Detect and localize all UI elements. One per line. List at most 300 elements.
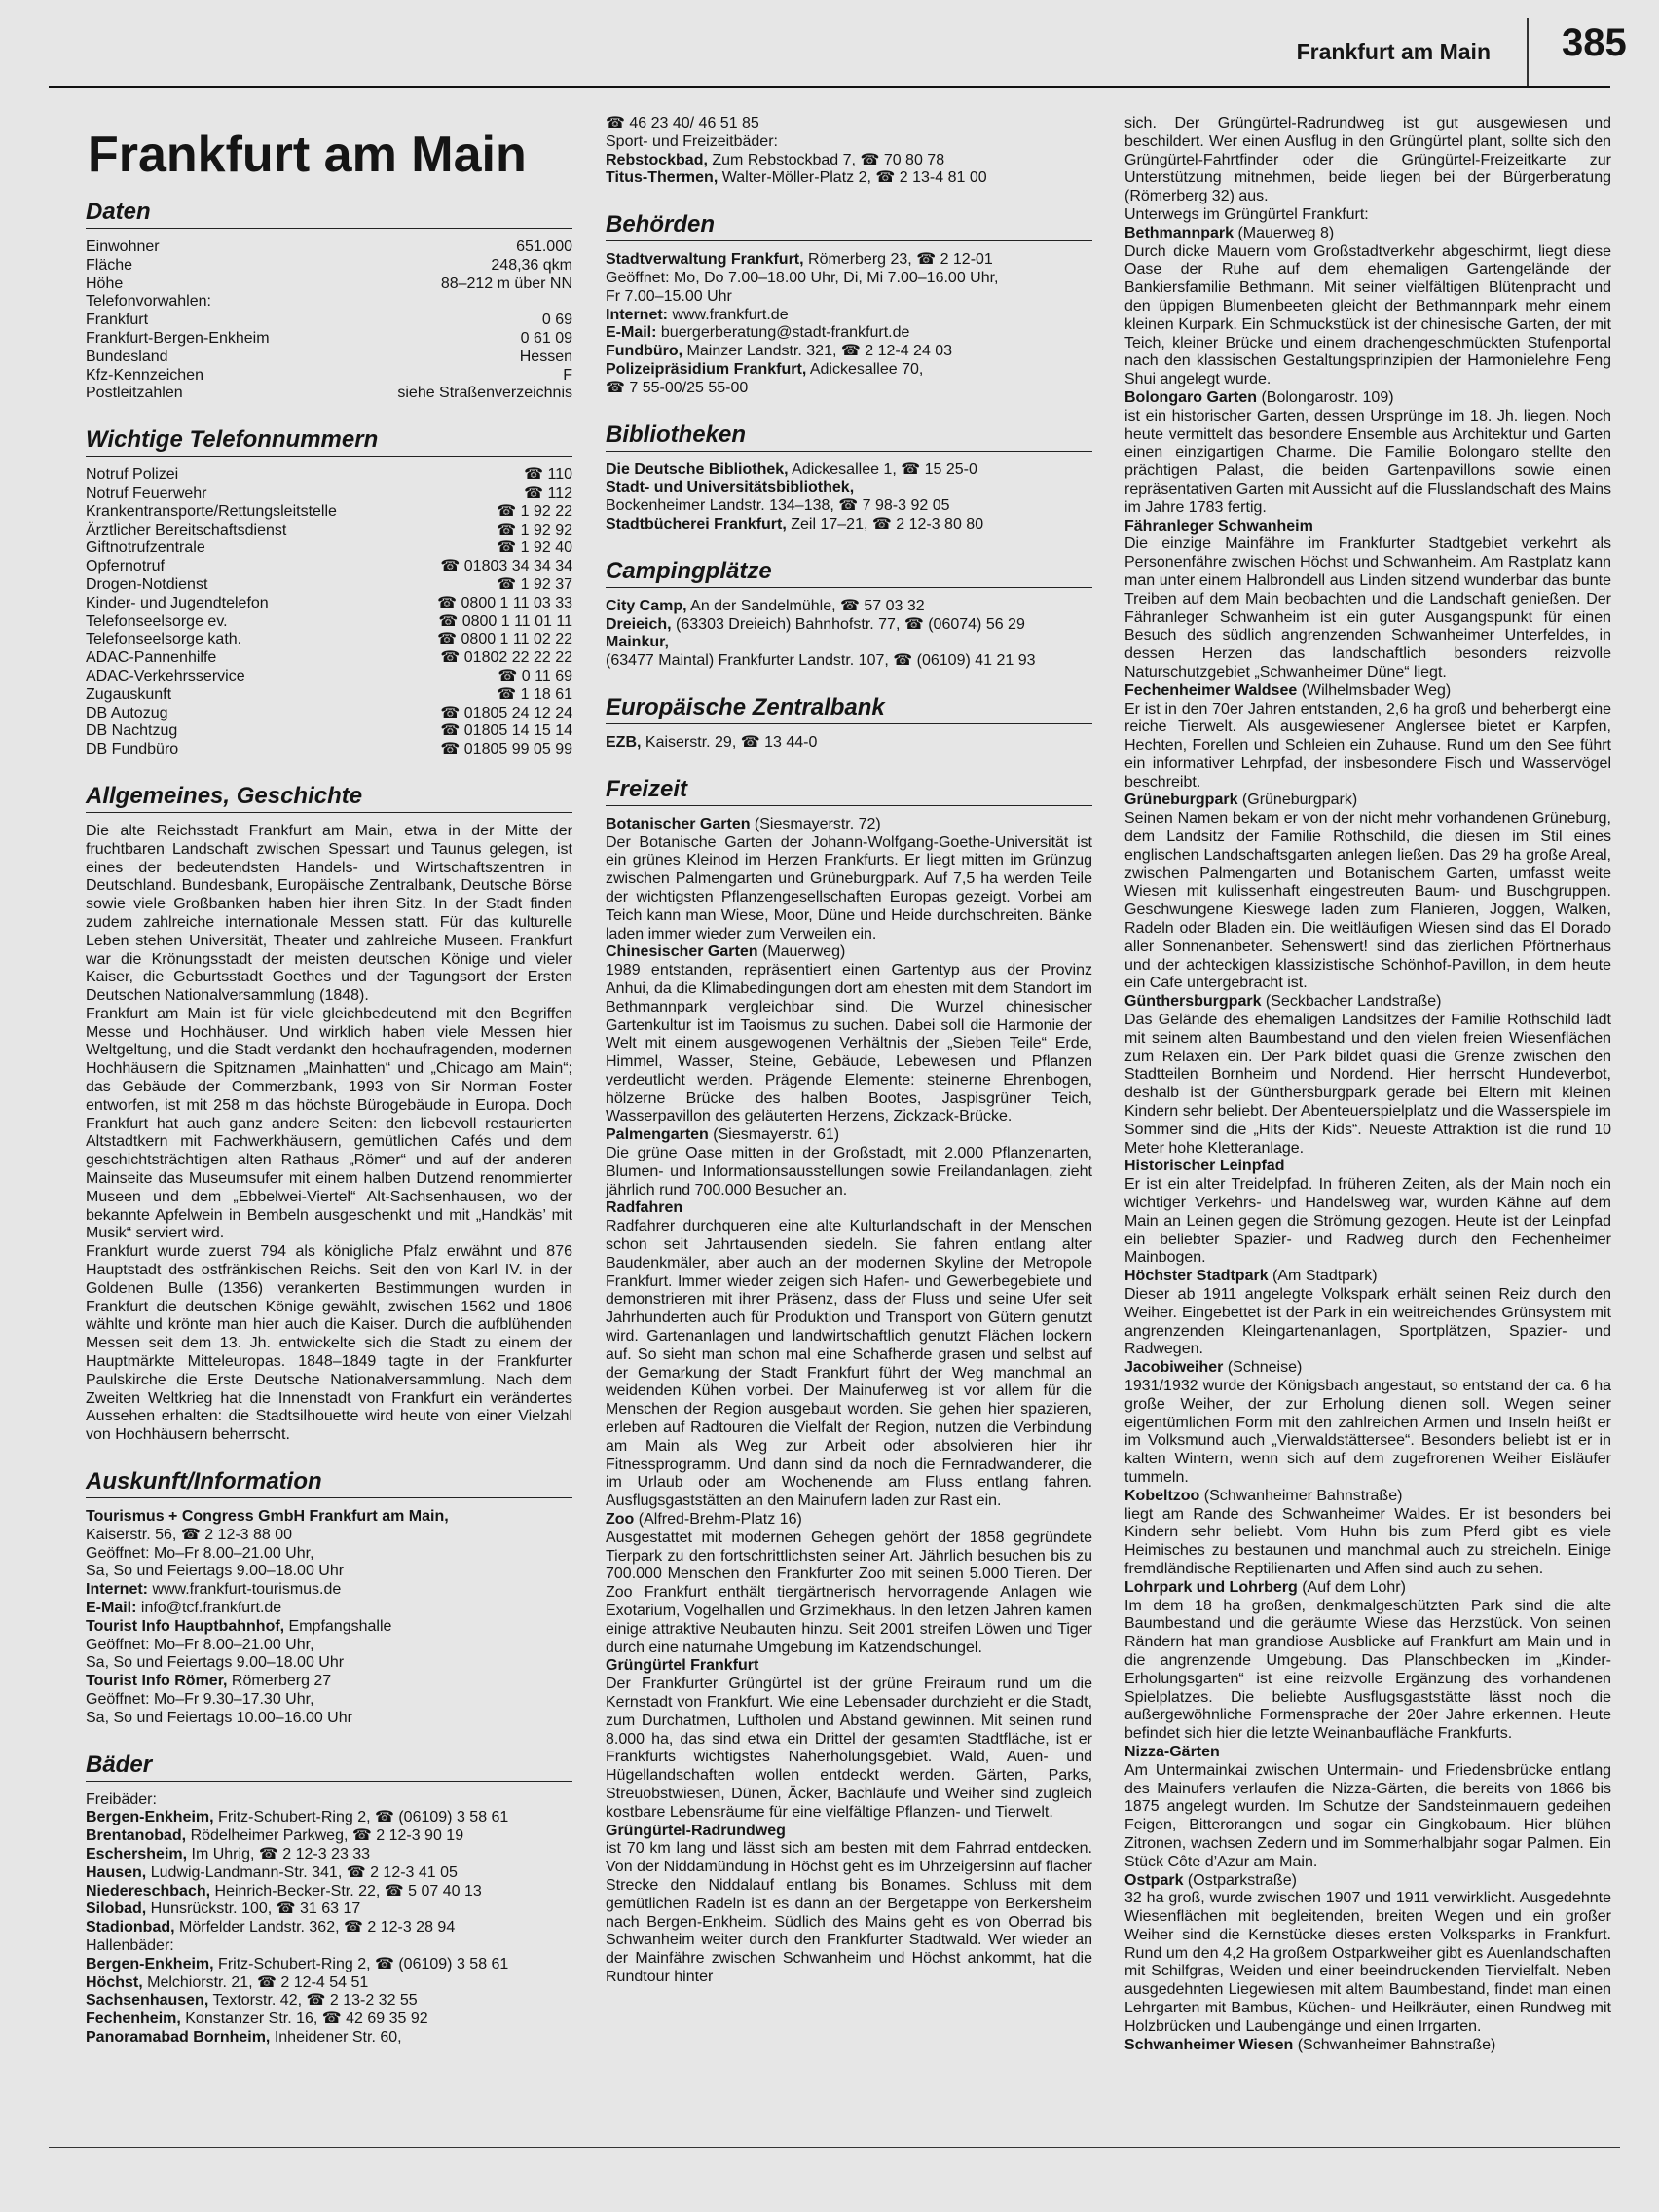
entry-name: Silobad, [86, 1900, 147, 1918]
info-value: siehe Straßenverzeichnis [397, 385, 572, 402]
entry-heading [1124, 389, 1611, 408]
info-row [86, 276, 572, 294]
info-value: ☎ 0800 1 11 01 11 [438, 612, 572, 630]
entry-name: E-Mail: [606, 324, 657, 342]
info-label: Drogen-Notdienst [86, 575, 208, 593]
entry-name: Stadtbücherei Frankfurt, [606, 515, 787, 533]
entry-heading [1124, 1744, 1611, 1762]
entry-text: Der Botanische Garten der Johann-Wolfgang-Goethe-Universität ist ein grünes Kleinod im Herzen Frankfurts. Er liegt mitten im Grünzug zwischen Palmengarten und Grüneburgpark. Auf 7,5 ha werden Teile der wichtigsten Pflanzengesellschaften Europas gezeigt. Vorbei am Teich kann man Wiese, Moor, Düne und Heide durchschreiten. Bänke laden immer wieder zum Verweilen ein. [606, 833, 1092, 942]
entry-detail: ☎ 46 23 40/ 46 51 85 [606, 115, 759, 131]
running-title: Frankfurt am Main [1296, 39, 1491, 64]
section-heading-daten: Daten [86, 199, 572, 229]
info-row [86, 649, 572, 668]
address-line [86, 1710, 572, 1728]
section-heading-auskunft: Auskunft/Information [86, 1468, 572, 1498]
entry-heading [1124, 2037, 1611, 2055]
section-heading-camping: Campingplätze [606, 558, 1092, 588]
address-line [86, 1527, 572, 1545]
entry-text: 32 ha groß, wurde zwischen 1907 und 1911 verwirklicht. Ausgedehnte Wiesenflächen mit begleitenden, breiten Wegen und ein großer Weiher sind die Kernstücke dieses ersten Volksparks in Frankfurt. Rund um den 4,2 Ha großem Ostparkweiher gibt es Auenlandschaften mit Schilfgras, Weiden und einer beeindruckenden Tiervielfalt. Neben ausgedehnten Liegewiesen mit altem Baumbestand, findet man einen Lehrgarten mit Bambus, Küchen- und Heilkräuter, einen Rundweg mit Holzbrücken und Laubengänge und einen Irrgarten. [1124, 1890, 1611, 2035]
entry-detail: (63303 Dreieich) Bahnhofstr. 77, ☎ (06074) 56 29 [671, 615, 1025, 633]
park-list [1124, 225, 1611, 2055]
address-line [606, 734, 1092, 753]
info-label: Notruf Polizei [86, 466, 179, 484]
column-left [86, 117, 572, 2047]
entry-name: Die Deutsche Bibliothek, [606, 461, 789, 478]
entry-name: Titus-Thermen, [606, 169, 719, 187]
ezb-list [606, 734, 1092, 753]
address-line [606, 498, 1092, 516]
entry-name: Historischer Leinpfad [1124, 1158, 1285, 1175]
info-row [86, 257, 572, 276]
address-line [86, 1864, 572, 1883]
entry-detail: Kaiserstr. 29, ☎ 13 44-0 [641, 733, 818, 751]
entry-address: (Mauerweg) [757, 943, 846, 961]
header-divider [1527, 18, 1529, 88]
address-line [86, 2029, 572, 2047]
history-paragraph: Frankfurt wurde zuerst 794 als königliche Pfalz erwähnt und 876 Hauptstadt des ostfränkischen Reichs. Seit den von Karl IV. in der Goldenen Bulle (1356) verankerten Bestimmungen wurden in Frankfurt die deutschen Könige gewählt, zwischen 1562 und 1806 wählte und krönte man hier auch die Kaiser. Durch die aufblühenden Messen seit dem 13. Jh. entwickelte sich die Stadt zu einem der Hauptmärkte Mitteleuropas. 1848–1849 tagte in der Frankfurter Paulskirche die Erste Deutsche Nationalversammlung. Nach dem Zweiten Weltkrieg hat die Innenstadt von Frankfurt ein verändertes Aussehen erhalten: die Stadtsilhouette wird heute von einer Vielzahl von Hochhäusern beherrscht. [86, 1243, 572, 1444]
info-row [86, 705, 572, 723]
entry-heading [606, 1199, 1092, 1218]
info-row [86, 239, 572, 257]
baeder-continuation [606, 115, 1092, 188]
address-line [86, 1900, 572, 1919]
info-value: ☎ 01805 24 12 24 [440, 704, 572, 721]
info-value: ☎ 01805 14 15 14 [440, 722, 572, 740]
address-line [86, 1581, 572, 1600]
entry-detail: buergerberatung@stadt-frankfurt.de [656, 324, 910, 342]
history-paragraph: Die alte Reichsstadt Frankfurt am Main, etwa in der Mitte der fruchtbaren Landschaft zwischen Spessart und Taunus gelegen, ist eines der bedeutendsten Handels- und Wirtschaftszentren in Deutschland. Bundesbank, Europäische Zentralbank, Deutsche Börse sowie viele Großbanken haben hier ihren Sitz. In der Stadt finden zudem zahlreiche internationale Messen statt. Für das kulturelle Leben stehen Universität, Theater und zahlreiche Museen. Frankfurt war die Krönungsstadt der meisten deutschen Könige und vieler Kaiser, die Geburtsstadt Goethes und der Tagungsort der Ersten Deutschen Nationalversammlung (1848). [86, 822, 572, 1005]
entry-detail: Rödelheimer Parkweg, ☎ 2 12-3 90 19 [186, 1827, 464, 1845]
entry-heading [606, 816, 1092, 834]
entry-address: (Seckbacher Landstraße) [1261, 993, 1442, 1011]
auskunft-list [86, 1508, 572, 1728]
info-row [86, 330, 572, 349]
entry-heading [1124, 1488, 1611, 1506]
address-line [606, 361, 1092, 380]
address-line [86, 1809, 572, 1827]
info-value: ☎ 0800 1 11 03 33 [437, 594, 572, 611]
entry-detail: Hallenbäder: [86, 1936, 174, 1954]
entry-detail: Fr 7.00–15.00 Uhr [606, 287, 732, 305]
info-row [86, 385, 572, 403]
info-row [86, 312, 572, 330]
entry-detail: Sa, So und Feiertags 10.00–16.00 Uhr [86, 1709, 352, 1726]
entry-detail: Fritz-Schubert-Ring 2, ☎ (06109) 3 58 61 [213, 1955, 509, 1972]
address-line [86, 1618, 572, 1637]
info-row [86, 558, 572, 576]
entry-name: Sachsenhausen, [86, 1992, 209, 2009]
entry-address: (Siesmayerstr. 61) [708, 1126, 840, 1144]
address-line [86, 1654, 572, 1673]
info-row [86, 293, 572, 312]
entry-detail: Bockenheimer Landstr. 134–138, ☎ 7 98-3 92 05 [606, 498, 950, 515]
entry-detail: Sport- und Freizeitbäder: [606, 132, 778, 150]
entry-text: Am Untermainkai zwischen Untermain- und Friedensbrücke entlang des Mainufers verlaufen die Nizza-Gärten, die bereits von 1866 bis 1875 angelegt wurden. Im Schutze der Sandsteinmauern gedeihen Feigen, Bitterorangen und sogar ein Gingkobaum. Hier blühen Zitronen, wachsen Zedern und im Sommerhalbjahr sogar Palmen. Ein Stück Côte d’Azur am Main. [1124, 1761, 1611, 1870]
info-value: 0 69 [541, 312, 572, 329]
info-value: ☎ 0800 1 11 02 22 [437, 631, 572, 648]
address-line [86, 1919, 572, 1937]
entry-text: liegt am Rande des Schwanheimer Waldes. Er ist besonders bei Kindern sehr beliebt. Vom Huhn bis zum Pferd gibt es viele Heimisches zu bestaunen und manchmal auch zu streicheln. Einige fremdländische Reptilienarten und Affen sind auch zu sehen. [1124, 1505, 1611, 1577]
entry-heading [606, 1511, 1092, 1530]
info-label: Telefonseelsorge ev. [86, 612, 228, 630]
entry-heading [1124, 792, 1611, 810]
bibliotheken-list [606, 461, 1092, 535]
info-value: ☎ 0 11 69 [498, 667, 572, 684]
entry-heading [1124, 682, 1611, 701]
entry-detail: Walter-Möller-Platz 2, ☎ 2 13-4 81 00 [718, 169, 987, 187]
info-label: Opfernotruf [86, 558, 165, 575]
bottom-rule [49, 2147, 1620, 2148]
address-line [86, 1508, 572, 1527]
entry-detail: Konstanzer Str. 16, ☎ 42 69 35 92 [180, 2010, 428, 2028]
entry-text: Das Gelände des ehemaligen Landsitzes der Familie Rothschild lädt mit seinem alten Baumbestand und den vielen freien Wiesenflächen zum Relaxen ein. Der Park bildet quasi die Grenze zwischen den Stadtteilen Bornheim und Nordend. Hier herrscht Hundeverbot, deshalb ist der Günthersburgpark gerade bei Eltern mit kleinen Kindern sehr beliebt. Der Abenteuerspielplatz und die Wasserspiele im Sommer sind die „Hits der Kids“. Neueste Attraktion ist die rund 10 Meter hohe Kletteranlage. [1124, 1012, 1611, 1157]
info-label: Kfz-Kennzeichen [86, 366, 203, 384]
address-line [606, 169, 1092, 188]
entry-text: Seinen Namen bekam er von der nicht mehr vorhandenen Grüneburg, dem Landsitz der Familie Rothschild, die diesen im Stil eines englischen Landschaftsgarten anlegen ließen. Das 29 ha große Areal, zwischen Palmengarten und Botanischem Garten, umfasst weite Wiesen mit kulissenhaft eingestreuten Baum- und Buschgruppen. Geschwungene Kieswege laden zum Flanieren, Joggen, Walken, Radeln oder Bladen ein. Die weitläufigen Wiesen sind das El Dorado aller Sonnenanbeter. Sehenswert! sind das zierlichen Pförtnerhaus und der achteckigen klassizistische Schönhof-Pavillon, in dem heute ein Cafe untergebracht ist. [1124, 810, 1611, 992]
info-value: ☎ 1 92 22 [497, 502, 572, 520]
entry-detail: Melchiorstr. 21, ☎ 2 12-4 54 51 [142, 1973, 369, 1991]
page-title: Frankfurt am Main [88, 127, 527, 183]
header-rule [49, 86, 1610, 88]
section-heading-ezb: Europäische Zentralbank [606, 694, 1092, 724]
column-right [1124, 115, 1611, 2054]
address-line [86, 1600, 572, 1618]
address-line [606, 152, 1092, 170]
entry-name: Fechenheimer Waldsee [1124, 682, 1298, 699]
entry-name: Nizza-Gärten [1124, 1743, 1220, 1760]
entry-address: (Siesmayerstr. 72) [750, 815, 881, 832]
info-label: Telefonseelsorge kath. [86, 631, 242, 648]
entry-name: Chinesischer Garten [606, 943, 758, 961]
entry-detail: ☎ 7 55-00/25 55-00 [606, 379, 749, 396]
info-value: ☎ 1 92 37 [497, 575, 572, 593]
entry-detail: www.frankfurt.de [668, 306, 789, 323]
address-line [86, 1956, 572, 1974]
entry-text: Die einzige Mainfähre im Frankfurter Stadtgebiet verkehrt als Personenfähre zwischen Höchst und Schwanheim. Am Rastplatz kann man unter einem Halbrondell aus Linden sitzend wunderbar das bunte Treiben auf dem Main beobachten und die Landschaft genießen. Der Fähranleger Schwanheim ist ein guter Ausgangspunkt für einen Besuch des südlich angrenzenden Schwanheimer Unterfeldes, in dessen Herzen das landschaftlich besonders reizvolle Naturschutzgebiet „Schwanheimer Düne“ liegt. [1124, 535, 1611, 681]
entry-text: 1989 entstanden, repräsentiert einen Gartentyp aus der Provinz Anhui, da die Klimabedingungen dort am ehesten mit dem Standort im Bethmannpark vergleichbar sind. Die Wurzel chinesischer Gartenkultur ist im Taoismus zu suchen. Dabei soll die Harmonie der Welt mit einem ausgewogenen Verhältnis der „Sieben Teile“ Erde, Himmel, Wasser, Steine, Gebäude, Lebewesen und Pflanzen verdeutlicht werden. Prägende Elemente: steinerne Ehrenbogen, hölzerne Brücke des halben Bootes, Jaspisgrüner Teich, Wasserpavillon des geläuterten Herzens, Zickzack-Brücke. [606, 962, 1092, 1125]
address-line [606, 380, 1092, 398]
info-value: ☎ 01805 99 05 99 [440, 741, 572, 758]
address-line [606, 115, 1092, 133]
entry-address: (Bolongarostr. 109) [1257, 388, 1394, 406]
info-value: ☎ 1 92 92 [497, 521, 572, 538]
info-label: Höhe [86, 275, 124, 292]
entry-name: Dreieich, [606, 615, 672, 633]
entry-name: Bergen-Enkheim, [86, 1809, 214, 1826]
history-paragraph: Frankfurt am Main ist für viele gleichbedeutend mit den Begriffen Messe und Hochhäuser. Und wirklich haben viele Messen hier Weltgeltung, und die Stadt verdankt den hochaufragenden, modernen Hochhäusern die Spitznamen „Mainhatten“ und „Chicago am Main“; das Gebäude der Commerzbank, 1993 von Sir Norman Foster entworfen, ist mit 258 m das höchste Bürogebäude in Europa. Doch Frankfurt hat auch ganz andere Seiten: den liebevoll restaurierten Altstadtkern mit Fachwerkhäusern, gemütlichen Cafés und dem geschichtsträchtigen alten Rathaus „Römer“ und auf der anderen Mainseite das Museumsufer mit einem halben Dutzend renommierter Museen und dem „Ebbelwei-Viertel“ Alt-Sachsenhausen, wo der bekannte Apfelwein in Bembeln ausgeschenkt und mit „Handkäs’ mit Musik“ serviert wird. [86, 1005, 572, 1242]
info-label: DB Nachtzug [86, 722, 178, 740]
entry-name: Tourist Info Hauptbahnhof, [86, 1617, 285, 1635]
info-row [86, 503, 572, 522]
entry-name: Rebstockbad, [606, 151, 708, 168]
entry-text: Durch dicke Mauern vom Großstadtverkehr abgeschirmt, liegt diese Oase der Ruhe auf dem ehemaligen Gartengelände der Bankiersfamilie Bethmann. Mit seiner vielfältigen Blütenpracht und den üppigen Blumenbeeten gleicht der Bethmannpark mehr einem kleinen Kurpark. Ein Schmuckstück ist der chinesische Garten, der mit Teich, kleiner Brücke und einem drachengeschmückten Stufenportal nach den klassischen Gestaltungsprinzipien der Harmonielehre Feng Shui angelegt wurde. [1124, 242, 1611, 388]
address-line [86, 1545, 572, 1564]
info-row [86, 613, 572, 632]
entry-name: Eschersheim, [86, 1845, 188, 1862]
address-line [606, 270, 1092, 288]
entry-name: Niedereschbach, [86, 1882, 211, 1899]
entry-text: Dieser ab 1911 angelegte Volkspark erhält seinen Reiz durch den Weiher. Eingebettet ist der Park in ein weitreichendes Grünsystem mit angrenzenden Kleingartenanlagen, Sportplätzen, Spazier- und Radwegen. [1124, 1286, 1611, 1358]
entry-detail: Geöffnet: Mo–Fr 9.30–17.30 Uhr, [86, 1690, 314, 1708]
entry-name: Bethmannpark [1124, 224, 1235, 241]
page-number: 385 [1562, 21, 1627, 64]
entry-name: Grüngürtel-Radrundweg [606, 1822, 786, 1839]
address-line [606, 598, 1092, 616]
entry-name: City Camp, [606, 597, 687, 614]
info-label: Einwohner [86, 239, 160, 255]
entry-address: (Grüneburgpark) [1237, 792, 1358, 809]
entry-name: Jacobiweiher [1124, 1359, 1224, 1377]
entry-text: Er ist ein alter Treidelpfad. In früheren Zeiten, als der Main noch ein wichtiger Verkehrs- und Handelsweg war, wurden Kähne auf dem Main an Leinen gegen die Strömung gezogen. Heute ist der Leinpfad ein beliebter Spazier- und Radweg durch den Fechenheimer Mainbogen. [1124, 1176, 1611, 1267]
info-row [86, 668, 572, 686]
entry-text: Im dem 18 ha großen, denkmalgeschützten Park sind die alte Baumbestand und die geräumte Wiese das Herzstück. Von seinen Rändern hat man grandiose Ausblicke auf Frankfurt am Main und in die angrenzende Umgebung. Das Planschbecken im „Kinder-Erholungsgarten“ ist eine reizvolle Ergänzung des vorhandenen Spielplatzes. Die beliebte Ausflugsgaststätte lässt noch die außergewöhnliche Formensprache der 20er Jahre erkennen. Heute befindet sich hier die letzte Weinanbaufläche Frankfurts. [1124, 1597, 1611, 1743]
info-value: ☎ 01802 22 22 22 [440, 649, 572, 667]
entry-name: Schwanheimer Wiesen [1124, 2036, 1294, 2053]
entry-name: E-Mail: [86, 1600, 137, 1616]
daten-list [86, 239, 572, 403]
entry-detail: Empfangshalle [284, 1617, 392, 1635]
entry-name: Höchster Stadtpark [1124, 1268, 1269, 1285]
info-label: Postleitzahlen [86, 385, 183, 402]
entry-address: (Auf dem Lohr) [1297, 1578, 1406, 1596]
info-value: 248,36 qkm [491, 256, 572, 274]
telefon-list [86, 466, 572, 759]
info-row [86, 367, 572, 386]
info-value: ☎ 1 18 61 [497, 685, 572, 703]
info-label: Ärztlicher Bereitschaftsdienst [86, 521, 287, 538]
entry-detail: Freibäder: [86, 1790, 157, 1808]
baeder-list [86, 1791, 572, 2047]
entry-name: Grüngürtel Frankfurt [606, 1657, 759, 1675]
entry-name: Zoo [606, 1511, 635, 1529]
entry-name: Fundbüro, [606, 343, 683, 360]
entry-heading [1124, 1579, 1611, 1598]
entry-detail: Zeil 17–21, ☎ 2 12-3 80 80 [786, 515, 984, 533]
entry-text: ist 70 km lang und lässt sich am besten mit dem Fahrrad entdecken. Von der Niddamündung in Höchst geht es im Uhrzeigersinn auf flacher Strecke den Niddalauf entlang bis Bonames. Schluss mit dem gemütlichen Radeln ist es dann an der Bergetappe von Berkersheim nach Bergen-Enkheim. Südlich des Mains geht es von Oberrad bis Schwanheim weiter durch den Frankfurter Stadtwald. Wer wieder an der Mainfähre zwischen Schwanheim und Höchst ankommt, hat die Rundtour hinter [606, 1840, 1092, 1985]
info-label: Bundesland [86, 348, 168, 365]
info-row [86, 576, 572, 595]
entry-name: Lohrpark und Lohrberg [1124, 1578, 1298, 1596]
info-row [86, 466, 572, 485]
entry-detail: Zum Rebstockbad 7, ☎ 70 80 78 [707, 151, 945, 168]
entry-text: Der Frankfurter Grüngürtel ist der grüne Freiraum rund um die Kernstadt von Frankfurt. Wie eine Lebensader durchzieht er die Stadt, zum Durchatmen, Luftholen und Abstand gewinnen. Mit seinen rund 8.000 ha, das sind etwa ein Drittel der gesamten Stadtfläche, ist er Frankfurts wichtigstes Naherholungsgebiet. Wald, Auen- und Hügellandschaften wollen entdeckt werden. Gärten, Parks, Streuobstwiesen, Dünen, Äcker, Bachläufe und Weiher sind zugleich kostbare Lebensräume für eine vielfältige Pflanzen- und Tierwelt. [606, 1676, 1092, 1821]
info-value: ☎ 110 [524, 466, 572, 484]
info-label: ADAC-Pannenhilfe [86, 649, 217, 667]
entry-name: EZB, [606, 733, 642, 751]
entry-name: Grüneburgpark [1124, 792, 1238, 809]
address-line [86, 1791, 572, 1810]
address-line [606, 324, 1092, 343]
entry-name: Bolongaro Garten [1124, 388, 1258, 406]
address-line [606, 343, 1092, 361]
entry-detail: (63477 Maintal) Frankfurter Landstr. 107, ☎ (06109) 41 21 93 [606, 652, 1036, 670]
entry-address: (Am Stadtpark) [1268, 1268, 1378, 1285]
behoerden-list [606, 251, 1092, 397]
entry-address: (Mauerweg 8) [1234, 224, 1335, 241]
entry-name: Radfahren [606, 1199, 683, 1217]
address-line [86, 2010, 572, 2029]
allgemeines-text [86, 823, 572, 1445]
entry-text: Er ist in den 70er Jahren entstanden, 2,6 ha groß und beherbergt eine reiche Tierwelt. Als ausgewiesener Anglersee bietet er Karpfen, Hechten, Forellen und Schleien ein Zuhause. Rund um den See führt ein informativer Lehrpfad, der insbesondere Fisch und Wasservögel beschreibt. [1124, 700, 1611, 791]
section-heading-allgemeines: Allgemeines, Geschichte [86, 783, 572, 813]
entry-detail: Geöffnet: Mo–Fr 8.00–21.00 Uhr, [86, 1636, 314, 1653]
address-line [606, 251, 1092, 270]
section-heading-behoerden: Behörden [606, 211, 1092, 241]
section-heading-freizeit: Freizeit [606, 776, 1092, 806]
entry-name: Palmengarten [606, 1126, 709, 1144]
camping-list [606, 598, 1092, 671]
entry-heading [1124, 1268, 1611, 1286]
entry-heading [606, 943, 1092, 962]
entry-address: (Schwanheimer Bahnstraße) [1199, 1487, 1403, 1504]
entry-detail: Heinrich-Becker-Str. 22, ☎ 5 07 40 13 [210, 1882, 482, 1899]
address-line [606, 479, 1092, 498]
entry-detail: Mainzer Landstr. 321, ☎ 2 12-4 24 03 [682, 343, 953, 360]
info-label: ADAC-Verkehrsservice [86, 667, 245, 684]
entry-name: Polizeipräsidium Frankfurt, [606, 360, 807, 378]
freizeit-list [606, 816, 1092, 1987]
entry-heading [1124, 1872, 1611, 1891]
info-row [86, 686, 572, 705]
address-line [606, 616, 1092, 635]
entry-detail: Sa, So und Feiertags 9.00–18.00 Uhr [86, 1654, 345, 1672]
entry-address: (Wilhelmsbader Weg) [1297, 682, 1452, 699]
intro-subheading: Unterwegs im Grüngürtel Frankfurt: [1124, 205, 1369, 223]
address-line [606, 634, 1092, 652]
address-line [86, 1637, 572, 1655]
entry-detail: An der Sandelmühle, ☎ 57 03 32 [686, 597, 925, 614]
info-row [86, 349, 572, 367]
info-value: ☎ 112 [524, 484, 572, 501]
info-label: Fläche [86, 256, 133, 274]
entry-detail: Mörfelder Landstr. 362, ☎ 2 12-3 28 94 [174, 1919, 456, 1936]
entry-detail: Geöffnet: Mo–Fr 8.00–21.00 Uhr, [86, 1544, 314, 1562]
entry-heading [606, 1823, 1092, 1841]
address-line [606, 652, 1092, 671]
entry-name: Tourismus + Congress GmbH Frankfurt am Main, [86, 1508, 449, 1526]
section-heading-bibliotheken: Bibliotheken [606, 422, 1092, 452]
entry-detail: Textorstr. 42, ☎ 2 13-2 32 55 [208, 1992, 418, 2009]
entry-name: Stadtverwaltung Frankfurt, [606, 251, 804, 269]
entry-name: Internet: [606, 306, 668, 323]
entry-text: Ausgestattet mit modernen Gehegen gehört der 1858 gegründete Tierpark zu den fortschrittlichsten seiner Art. Jährlich besuchen bis zu 700.000 Menschen den Frankfurter Zoo mit seinen 5.000 Tieren. Der Zoo Frankfurt enthält tiergärtnerisch hervorragende Anlagen wie Exotarium, Vogelhallen und Grzimekhaus. In den letzen Jahren kamen einige attraktive Neubauten hinzu. Seit 2001 streifen Löwen und Tiger durch eine naturnahe Umgebung im Katzendschungel. [606, 1529, 1092, 1656]
entry-detail: Sa, So und Feiertags 9.00–18.00 Uhr [86, 1563, 345, 1580]
entry-detail: Inheidener Str. 60, [270, 2028, 402, 2046]
address-line [86, 1673, 572, 1691]
entry-heading [1124, 1158, 1611, 1176]
entry-name: Hausen, [86, 1863, 147, 1881]
address-line [606, 288, 1092, 307]
entry-heading [606, 1126, 1092, 1145]
entry-detail: Adickesallee 1, ☎ 15 25-0 [788, 461, 977, 478]
address-line [86, 1937, 572, 1956]
entry-name: Internet: [86, 1581, 148, 1599]
info-label: Kinder- und Jugendtelefon [86, 594, 269, 611]
info-row [86, 741, 572, 759]
info-value: ☎ 01803 34 34 34 [440, 558, 572, 575]
entry-name: Panoramabad Bornheim, [86, 2028, 271, 2046]
info-label: Telefonvorwahlen: [86, 293, 211, 311]
info-label: DB Fundbüro [86, 741, 179, 758]
entry-detail: Römerberg 23, ☎ 2 12-01 [803, 251, 993, 269]
address-line [606, 307, 1092, 325]
info-row [86, 631, 572, 649]
info-label: Krankentransporte/Rettungsleitstelle [86, 502, 337, 520]
entry-detail: Römerberg 27 [227, 1673, 332, 1690]
entry-name: Höchst, [86, 1973, 143, 1991]
info-value: 651.000 [516, 239, 572, 255]
entry-name: Fechenheim, [86, 2010, 181, 2028]
entry-name: Fähranleger Schwanheim [1124, 517, 1313, 535]
entry-heading [1124, 518, 1611, 536]
entry-heading [1124, 1359, 1611, 1378]
entry-heading [1124, 225, 1611, 243]
info-label: Frankfurt-Bergen-Enkheim [86, 329, 270, 347]
entry-detail: Geöffnet: Mo, Do 7.00–18.00 Uhr, Di, Mi 7.00–16.00 Uhr, [606, 269, 999, 286]
intro-paragraph: sich. Der Grüngürtel-Radrundweg ist gut ausgewiesen und beschildert. Wer einen Ausflug in den Grüngürtel plant, sollte sich den Grüngürtel-Fahrtfinder oder die Grüngürtel-Freizeitkarte zur Unterstützung mitnehmen, beide liegen bei der Bürgerberatung (Römerberg 32) aus. [1124, 115, 1611, 205]
info-row [86, 522, 572, 540]
entry-detail: Kaiserstr. 56, ☎ 2 12-3 88 00 [86, 1526, 293, 1543]
info-row [86, 722, 572, 741]
address-line [606, 133, 1092, 152]
entry-detail: www.frankfurt-tourismus.de [148, 1581, 342, 1599]
info-row [86, 539, 572, 558]
section-heading-telefon: Wichtige Telefonnummern [86, 426, 572, 457]
entry-name: Stadionbad, [86, 1919, 175, 1936]
entry-text: Radfahrer durchqueren eine alte Kulturlandschaft in der Menschen schon seit Jahrtausenden siedeln. Sie fahren entlang alter Baudenkmäler, aber auch an der modernen Skyline der Metropole Frankfurt. Immer wieder zeigen sich Hafen- und Gewerbegebiete und demonstrieren mit ihrer Präsenz, dass der Fluss und seine Ufer seit Jahrhunderten auch für Produktion und Transport von Gütern genutzt wird. Gartenanlagen und landwirtschaftlich genutzt Flächen lockern auf. So sieht man schon mal eine Schafherde grasen und selbst auf der Gemarkung der Stadt Frankfurt führt der Weg manchmal an weidenden Kühen vorbei. Der Mainuferweg ist vor allem für die Menschen der Region ausgebaut worden. Sie gehen hier spazieren, erleben auf Radtouren die Vielfalt der Region, nutzen die Verbindung am Main als Weg zur Arbeit oder absolvieren hier ihr Fitnessprogramm. Und dann sind da noch die Fernradwanderer, die im Urlaub oder am Wochenende am Fluss entlang fahren. Ausflugsgaststätten an den Mainufern laden zur Rast ein. [606, 1218, 1092, 1510]
info-value: Hessen [519, 348, 572, 365]
info-value: 88–212 m über NN [440, 275, 572, 292]
entry-name: Brentanobad, [86, 1827, 187, 1845]
entry-detail: Ludwig-Landmann-Str. 341, ☎ 2 12-3 41 05 [146, 1863, 458, 1881]
info-label: Zugauskunft [86, 685, 172, 703]
info-value: ☎ 1 92 40 [497, 539, 572, 557]
entry-detail: Im Uhrig, ☎ 2 12-3 23 33 [187, 1845, 371, 1862]
section-heading-baeder: Bäder [86, 1751, 572, 1782]
address-line [86, 1883, 572, 1901]
entry-heading [1124, 993, 1611, 1012]
entry-name: Günthersburgpark [1124, 993, 1262, 1011]
entry-name: Bergen-Enkheim, [86, 1955, 214, 1972]
entry-detail: Fritz-Schubert-Ring 2, ☎ (06109) 3 58 61 [213, 1809, 509, 1826]
entry-address: (Schwanheimer Bahnstraße) [1293, 2036, 1496, 2053]
address-line [86, 1691, 572, 1710]
entry-address: (Ostparkstraße) [1183, 1871, 1297, 1889]
entry-name: Ostpark [1124, 1871, 1184, 1889]
column-middle [606, 115, 1092, 1987]
entry-name: Mainkur, [606, 634, 669, 651]
address-line [86, 1992, 572, 2010]
entry-name: Stadt- und Universitätsbibliothek, [606, 479, 855, 497]
info-label: Notruf Feuerwehr [86, 484, 207, 501]
entry-name: Tourist Info Römer, [86, 1673, 228, 1690]
info-value: F [563, 366, 572, 384]
info-label: Frankfurt [86, 312, 149, 329]
entry-name: Kobeltzoo [1124, 1487, 1200, 1504]
info-row [86, 595, 572, 613]
address-line [606, 461, 1092, 480]
address-line [606, 516, 1092, 535]
entry-text: ist ein historischer Garten, dessen Ursprünge im 18. Jh. liegen. Noch heute vermittelt das besondere Ensemble aus Architektur und Garten einen einzigartigen Charme. Die Familie Bolongaro stellte den prächtigen Palast, die beiden Gartenpavillons sowie einen repräsentativen Garten mit Aussicht auf die Flusslandschaft des Mains im Jahre 1783 fertig. [1124, 407, 1611, 516]
entry-address: (Alfred-Brehm-Platz 16) [634, 1511, 802, 1529]
entry-detail: Hunsrückstr. 100, ☎ 31 63 17 [146, 1900, 361, 1918]
info-label: DB Autozug [86, 704, 168, 721]
info-value: 0 61 09 [520, 329, 572, 347]
entry-address: (Schneise) [1223, 1359, 1303, 1377]
address-line [86, 1563, 572, 1581]
entry-name: Botanischer Garten [606, 815, 751, 832]
info-row [86, 485, 572, 503]
